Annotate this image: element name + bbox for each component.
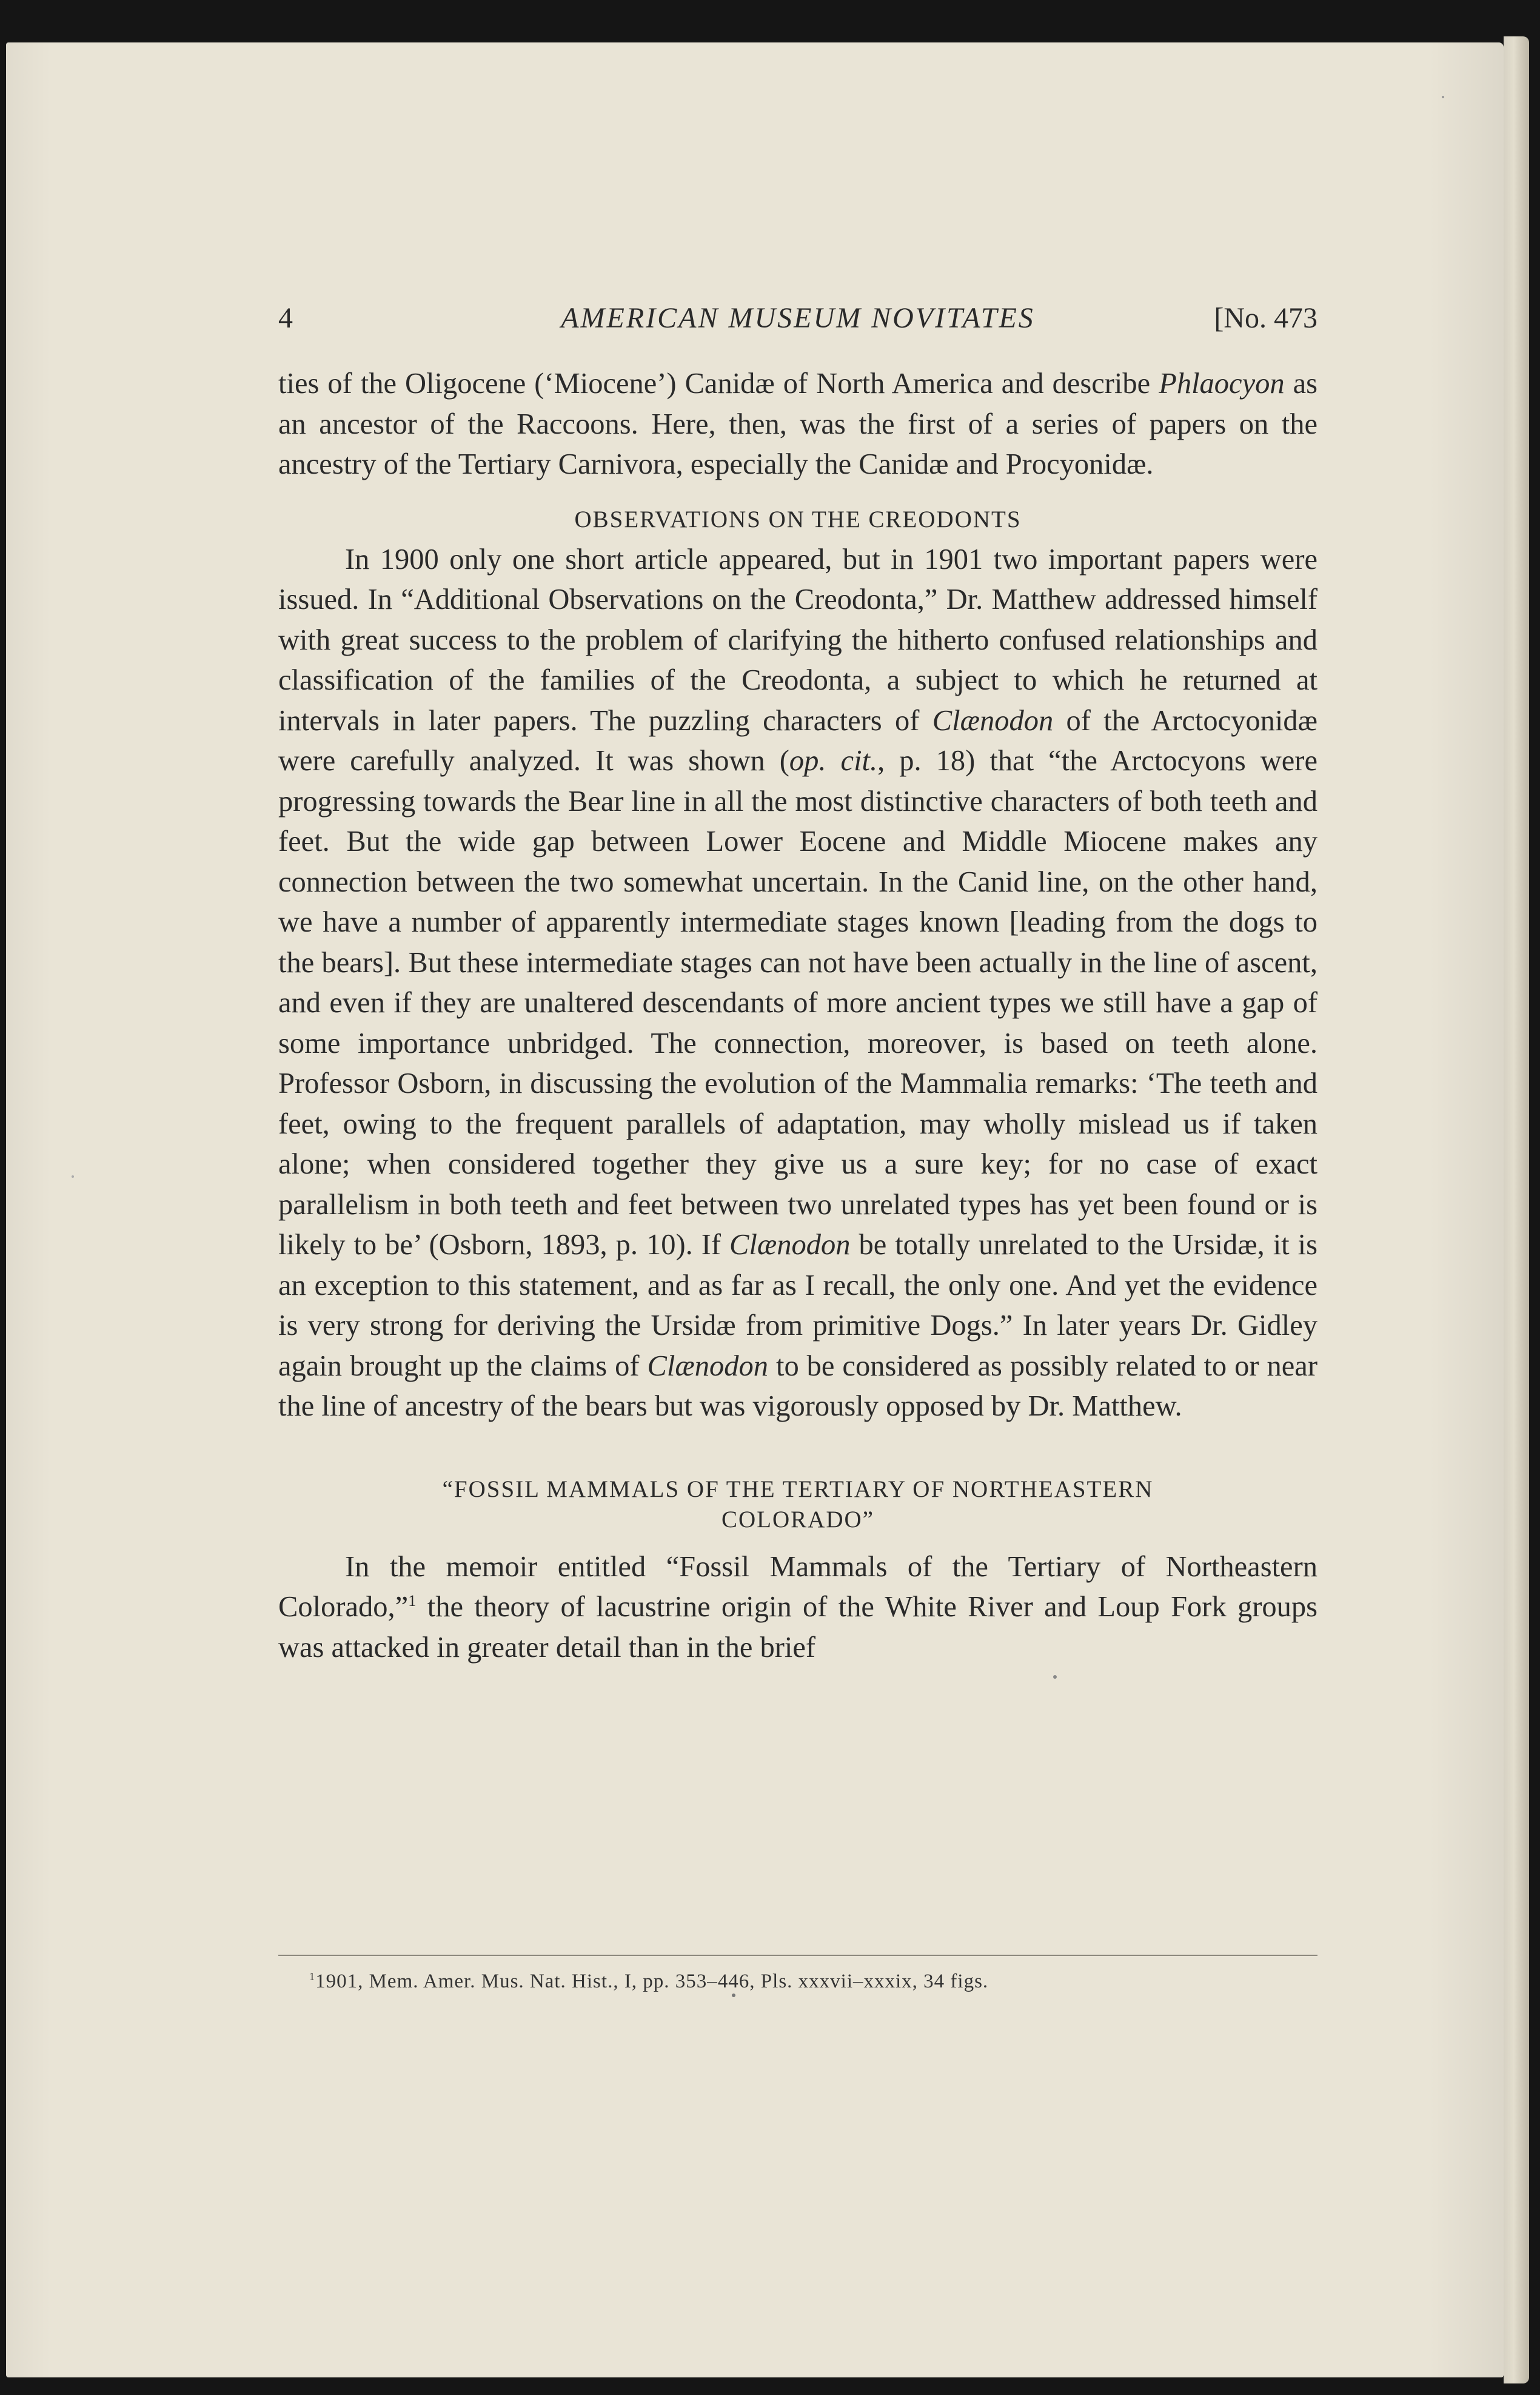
genus-name: Phlaocyon xyxy=(1159,368,1285,400)
text-span: as an ancestor of the Raccoons. Here, then, was the first of a series of papers on the ancestry of the Tertiary Carnivora, especially the Canidæ and Procyonidæ. xyxy=(278,368,1317,480)
text-span: to be considered as possibly related to or near the line of ancestry of the bears but was vigorously opposed by Dr. Matthew. xyxy=(278,1349,1317,1422)
text-span: , p. 18) that “the Arctocyons were progressing towards the Bear line in all the most distinctive characters of both teeth and feet. But the wide gap between Lower Eocene and Middle Miocene makes any connection between the two somewhat uncertain. In the Canid line, on the other hand, we have a number of apparently intermediate stages known [leading from the dogs to the bears]. But these intermediate stages can not have been actually in the line of ascent, and even if they are unaltered descendants of more ancient types we still have a gap of some importance unbridged. The connection, moreover, is based on teeth alone. Professor Osborn, in discussing the evolution of the Mammalia remarks: ‘The teeth and feet, owing to the frequent parallels of adaptation, may wholly mislead us if taken alone; when considered together they give us a sure key; for no case of exact parallelism in both teeth and feet between two unrelated types has yet been found or is likely to be’ (Osborn, 1893, p. 10). If xyxy=(278,745,1317,1261)
genus-name: Clænodon xyxy=(647,1349,768,1382)
page-number: 4 xyxy=(278,302,293,334)
genus-name: Clænodon xyxy=(932,704,1054,737)
paragraph-intro xyxy=(278,364,1317,485)
footnote-rule xyxy=(278,1955,1317,1956)
issue-number: [No. 473 xyxy=(1214,302,1317,334)
text-span: the theory of lacustrine origin of the White River and Loup Fork groups was attacked in greater detail than in the brief xyxy=(278,1591,1317,1664)
heading-line-2: COLORADO” xyxy=(721,1506,874,1533)
text-span: In the memoir entitled “Fossil Mammals of the Tertiary of Northeastern Colorado,” xyxy=(278,1550,1317,1623)
running-head xyxy=(278,297,1317,340)
paragraph-creodonts xyxy=(278,540,1317,1427)
section-heading-creodonts: OBSERVATIONS ON THE CREODONTS xyxy=(574,506,1022,532)
heading-line-1: “FOSSIL MAMMALS OF THE TERTIARY OF NORTHEASTERN xyxy=(442,1476,1154,1502)
citation-abbrev: op. cit. xyxy=(789,745,878,777)
page-edge xyxy=(1504,36,1529,2383)
text-column xyxy=(278,297,1317,1668)
section-heading-fossil-mammals xyxy=(278,1474,1317,1535)
genus-name: Clænodon xyxy=(729,1229,851,1261)
footnote xyxy=(309,1968,988,1995)
text-span: be totally unrelated to the Ursidæ, it is an exception to this statement, and as far as I recall, the only one. And yet the evidence is very strong for deriving the Ursidæ from primitive Dogs.” In later years Dr. Gidley again brought up the claims of xyxy=(278,1229,1317,1382)
footnote-text: 1901, Mem. Amer. Mus. Nat. Hist., I, pp. 353–446, Pls. xxxvii–xxxix, 34 figs. xyxy=(315,1970,989,1992)
footnote-ref: 1 xyxy=(408,1591,417,1610)
journal-title: AMERICAN MUSEUM NOVITATES xyxy=(561,302,1035,334)
text-span: In 1900 only one short article appeared, but in 1901 two important papers were issued. In “Additional Observations on the Creodonta,” Dr. Matthew addressed himself with great success to the problem of clarifying the hitherto confused relationships and classification of the families of the Creodonta, a subject to which he returned at intervals in later papers. The puzzling characters of xyxy=(278,543,1317,737)
text-span: of the Arctocyonidæ were carefully analyzed. It was shown ( xyxy=(278,704,1317,777)
text-span: ties of the Oligocene (‘Miocene’) Canidæ of North America and describe xyxy=(278,368,1159,400)
paragraph-colorado xyxy=(278,1547,1317,1668)
footnote-marker: 1 xyxy=(309,1970,316,1983)
